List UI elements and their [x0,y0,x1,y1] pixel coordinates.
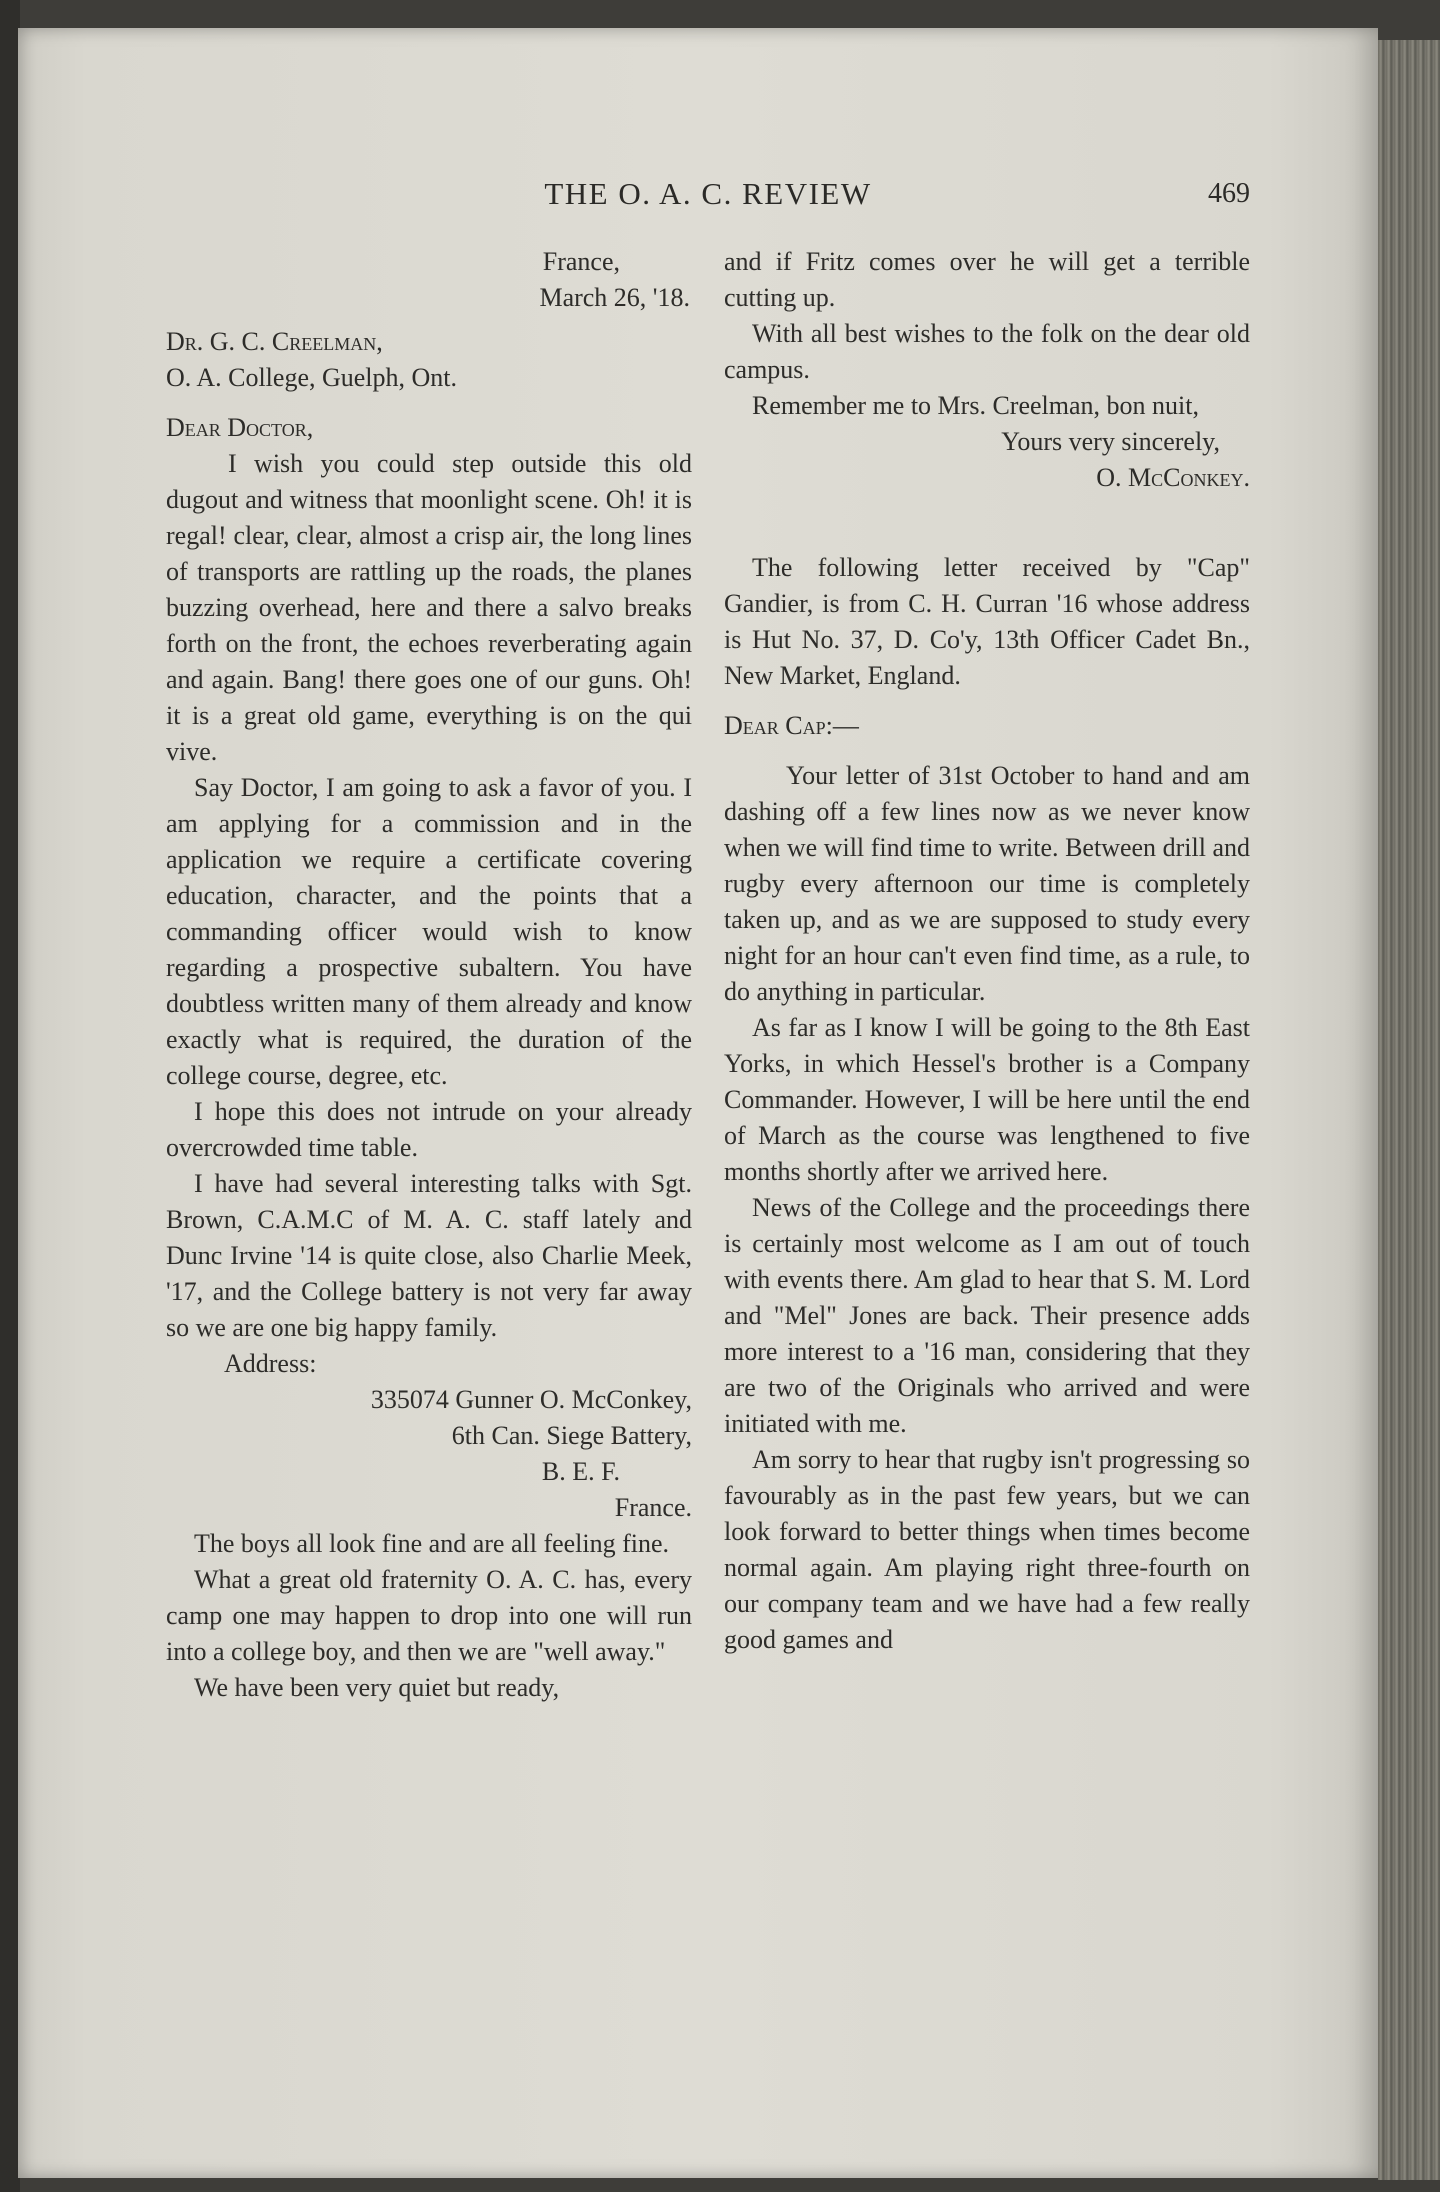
right-column [724,244,1250,1658]
running-head [166,176,1250,216]
page-number: 469 [1208,178,1250,209]
address-line: France. [614,1493,692,1522]
paragraph: I wish you could step outside this old dugout and witness that moonlight scene. Oh! it is regal! clear, clear, almost a crisp air, the long lines of transports are rattling up the roads, the planes buzzing overhead, here and there a salvo breaks forth on the front, the echoes reverberating again and again. Bang! there goes one of our guns. Oh! it is a great old game, everything is on the qui vive. [166,449,692,766]
address-line: 6th Can. Siege Battery, [451,1421,692,1450]
paragraph: What a great old fraternity O. A. C. has, every camp one may happen to drop into one will run into a college boy, and then we are "well away." [166,1565,692,1666]
address-label: Address: [224,1349,317,1378]
paragraph: Am sorry to hear that rugby isn't progressing so favourably as in the past few years, but we can look forward to better things when times become normal again. Am playing right three-fourth on our company team and we have had a few really good games and [724,1445,1250,1654]
address-line: 335074 Gunner O. McConkey, [370,1385,692,1414]
paragraph: We have been very quiet but ready, [194,1673,560,1702]
paragraph: The boys all look fine and are all feeling fine. [194,1529,670,1558]
paragraph: Remember me to Mrs. Creelman, bon nuit, [752,391,1199,420]
paragraph: and if Fritz comes over he will get a terrible cutting up. [724,247,1250,312]
intro-paragraph: The following letter received by "Cap" Gandier, is from C. H. Curran '16 whose address is Hut No. 37, D. Co'y, 13th Officer Cadet Bn., New Market, England. [724,553,1250,690]
left-column [166,244,692,1706]
paragraph: Say Doctor, I am going to ask a favor of you. I am applying for a commission and in the application we require a certificate covering education, character, and the points that a commanding officer would wish to know regarding a prospective subaltern. You have doubtless written many of them already and know exactly what is required, the duration of the college course, degree, etc. [166,773,692,1090]
letter-place: France, [542,247,620,276]
paragraph: Your letter of 31st October to hand and am dashing off a few lines now as we never know when we will find time to write. Between drill and rugby every afternoon our time is completely taken up, and as we are supposed to study every night for an hour can't even find time, as a rule, to do anything in particular. [724,761,1250,1006]
paragraph: As far as I know I will be going to the 8th East Yorks, in which Hessel's brother is a Company Commander. However, I will be here until the end of March as the course was lengthened to five months shortly after we arrived here. [724,1013,1250,1186]
journal-title: THE O. A. C. REVIEW [544,176,872,211]
addressee-address: O. A. College, Guelph, Ont. [166,363,458,392]
letter-date: March 26, '18. [539,283,690,312]
scan-left-edge [0,0,20,2192]
signature: O. McConkey. [1096,463,1250,492]
addressee-name: Dr. G. C. Creelman, [166,327,383,356]
book-page-edges [1378,40,1440,2180]
paragraph: With all best wishes to the folk on the dear old campus. [724,319,1250,384]
address-line: B. E. F. [541,1457,620,1486]
salutation: Dear Cap:— [724,711,859,740]
paragraph: I have had several interesting talks with Sgt. Brown, C.A.M.C of M. A. C. staff lately and Dunc Irvine '14 is quite close, also Charlie Meek, '17, and the College battery is not very far away so we are one big happy family. [166,1169,692,1342]
closing: Yours very sincerely, [1001,427,1220,456]
paragraph: News of the College and the proceedings there is certainly most welcome as I am out of touch with events there. Am glad to hear that S. M. Lord and "Mel" Jones are back. Their presence adds more interest to a '16 man, considering that they are two of the Originals who arrived and were initiated with me. [724,1193,1250,1438]
paragraph: I hope this does not intrude on your already overcrowded time table. [166,1097,692,1162]
salutation: Dear Doctor, [166,413,314,442]
